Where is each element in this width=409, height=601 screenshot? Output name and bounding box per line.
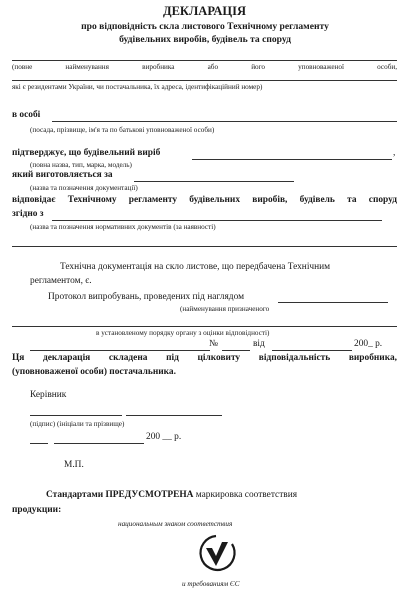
protocol-number-field[interactable] bbox=[222, 350, 250, 351]
techdoc-line-1: Технічна документація на скло листове, що передбачена Технічним bbox=[60, 262, 331, 272]
declaration-line-2: (уповноваженої особи) постачальника. bbox=[12, 367, 176, 377]
declaration-line-1: Ця декларація складена під цілковиту відповідальність виробника, bbox=[12, 353, 397, 363]
product-comma: , bbox=[393, 148, 396, 158]
made-field-line[interactable] bbox=[134, 181, 294, 182]
protocol-caption: (найменування призначеного bbox=[180, 305, 270, 313]
signature-field-line[interactable] bbox=[30, 415, 122, 416]
protocol-name-field-line[interactable] bbox=[30, 350, 210, 351]
protocol-body-field-line-2[interactable] bbox=[12, 326, 397, 327]
protocol-year: 200_ р. bbox=[354, 339, 383, 349]
protocol-number-label: № bbox=[209, 339, 218, 349]
conformity-field-line[interactable] bbox=[52, 220, 382, 221]
product-field-line[interactable] bbox=[192, 159, 392, 160]
protocol-caption-2: в установленому порядку органу з оцінки відповідності) bbox=[96, 329, 270, 337]
document-title: ДЕКЛАРАЦІЯ bbox=[162, 4, 247, 18]
head-label: Керівник bbox=[30, 390, 67, 400]
document-subtitle: про відповідність скла листового Технічному регламенту будівельних виробів, будівель та споруд bbox=[81, 21, 329, 45]
signature-month-field[interactable] bbox=[54, 443, 144, 444]
marking-line-1 bbox=[46, 490, 297, 500]
product-caption: (повна назва, тип, марка, модель) bbox=[30, 161, 132, 169]
made-caption: (назва та позначення документації) bbox=[30, 184, 138, 192]
marking-line-1-bold: Стандартами ПРЕДУСМОТРЕНА bbox=[46, 490, 194, 500]
person-label: в особі bbox=[12, 110, 41, 120]
signature-name-field-line[interactable] bbox=[126, 415, 222, 416]
made-label: який виготовляється за bbox=[12, 170, 113, 180]
techdoc-line-2: регламентом, є. bbox=[30, 276, 92, 286]
conformity-line-1: відповідає Технічному регламенту будівельних виробів, будівель та споруд bbox=[12, 195, 397, 205]
person-field-line[interactable] bbox=[52, 121, 397, 122]
eu-mark-caption: и требованиям ЄС bbox=[182, 580, 240, 588]
product-label: підтверджує, що будівельний виріб bbox=[12, 148, 161, 158]
protocol-body-field-line[interactable] bbox=[278, 302, 388, 303]
manufacturer-field-line-2[interactable] bbox=[12, 80, 397, 81]
conformity-caption: (назва та позначення нормативних документів (за наявності) bbox=[30, 223, 216, 231]
protocol-date-label: від bbox=[253, 339, 265, 349]
protocol-date-field[interactable] bbox=[272, 350, 352, 351]
signature-date-suffix: 200 __ р. bbox=[146, 432, 182, 442]
conformity-line-2: згідно з bbox=[12, 209, 44, 219]
manufacturer-caption-2: які є резидентами України, чи постачальника, їх адреса, ідентифікаційний номер) bbox=[12, 83, 263, 91]
marking-line-1-rest: маркировка соответствия bbox=[195, 490, 298, 500]
conformity-field-line-2[interactable] bbox=[12, 246, 397, 247]
national-mark-caption: национальным знаком соответствия bbox=[118, 520, 233, 528]
person-caption: (посада, прізвище, ім'я та по батькові уповноваженої особи) bbox=[30, 126, 215, 134]
protocol-label: Протокол випробувань, проведених під наглядом bbox=[48, 292, 245, 302]
manufacturer-caption: (повне найменування виробника або його уповноваженої особи, bbox=[12, 63, 397, 71]
conformity-mark-icon bbox=[192, 530, 240, 576]
manufacturer-field-line[interactable] bbox=[12, 60, 397, 61]
signature-caption: (підпис) (ініціали та прізвище) bbox=[30, 420, 125, 428]
marking-line-2: продукции: bbox=[12, 505, 62, 515]
stamp-label: М.П. bbox=[64, 460, 84, 470]
signature-day-field[interactable] bbox=[30, 443, 48, 444]
